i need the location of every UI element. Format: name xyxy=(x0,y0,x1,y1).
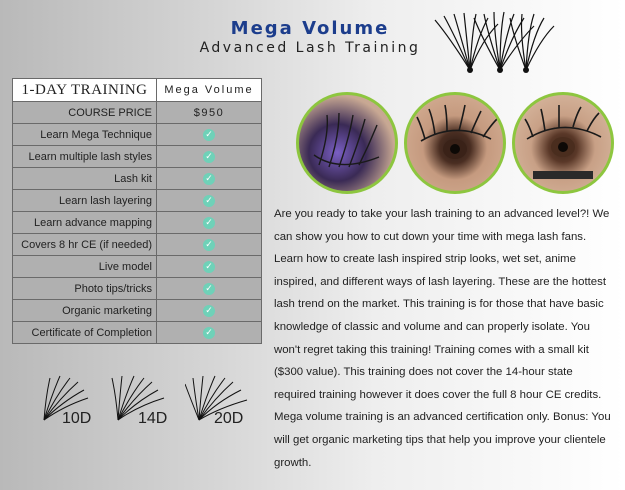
table-header-left: 1-DAY TRAINING xyxy=(13,79,157,102)
fan-label-10d: 10D xyxy=(62,410,92,427)
check-circle-icon: ✓ xyxy=(203,327,215,339)
price-value: $950 xyxy=(157,102,262,124)
feature-label: Learn multiple lash styles xyxy=(13,146,157,168)
feature-label: Certificate of Completion xyxy=(13,322,157,344)
table-row xyxy=(13,146,262,168)
table-row xyxy=(13,124,262,146)
table-row xyxy=(13,234,262,256)
table-row xyxy=(13,190,262,212)
check-circle-icon: ✓ xyxy=(203,217,215,229)
feature-label: Learn Mega Technique xyxy=(13,124,157,146)
lash-fan-top-image xyxy=(430,8,560,78)
table-row xyxy=(13,212,262,234)
check-circle-icon: ✓ xyxy=(203,195,215,207)
check-circle-icon: ✓ xyxy=(203,151,215,163)
table-header-right: Mega Volume xyxy=(157,79,262,102)
check-circle-icon: ✓ xyxy=(203,305,215,317)
feature-label: Covers 8 hr CE (if needed) xyxy=(13,234,157,256)
training-description: Are you ready to take your lash training to an advanced level?! We can show you how to cut down your time with mega lash fans. Learn how to create lash inspired strip looks, wet set, anime inspired, and different ways of lash layering. These are the hottest lash trend on the market. This training is for those that have basic knowledge of classic and volume and can properly isolate. You won't regret taking this training! Training comes with a small kit ($300 value). This training does not cover the 14-hour state required training however it does cover the full 8 hour CE credits. Mega volume training is an advanced certification only. Bonus: You will get organic marketing tips that help you improve your clientele growth. xyxy=(274,208,611,469)
table-row xyxy=(13,322,262,344)
table-row xyxy=(13,278,262,300)
table-row xyxy=(13,168,262,190)
feature-label: Learn lash layering xyxy=(13,190,157,212)
feature-label: Live model xyxy=(13,256,157,278)
feature-label: Organic marketing xyxy=(13,300,157,322)
lash-photo-3 xyxy=(512,92,614,194)
page-subtitle: Advanced Lash Training xyxy=(199,40,421,56)
feature-label: Photo tips/tricks xyxy=(13,278,157,300)
check-circle-icon: ✓ xyxy=(203,173,215,185)
lash-photo-1 xyxy=(296,92,398,194)
check-circle-icon: ✓ xyxy=(203,239,215,251)
table-header-row xyxy=(13,79,262,102)
table-row xyxy=(13,256,262,278)
feature-label: Learn advance mapping xyxy=(13,212,157,234)
price-label: COURSE PRICE xyxy=(13,102,157,124)
fan-label-14d: 14D xyxy=(138,410,168,427)
pricing-table xyxy=(12,78,262,344)
feature-label: Lash kit xyxy=(13,168,157,190)
page-title: Mega Volume xyxy=(230,18,390,39)
table-row xyxy=(13,300,262,322)
fan-label-20d: 20D xyxy=(214,410,244,427)
lash-photo-2 xyxy=(404,92,506,194)
price-row xyxy=(13,102,262,124)
check-circle-icon: ✓ xyxy=(203,261,215,273)
check-circle-icon: ✓ xyxy=(203,283,215,295)
check-circle-icon: ✓ xyxy=(203,129,215,141)
